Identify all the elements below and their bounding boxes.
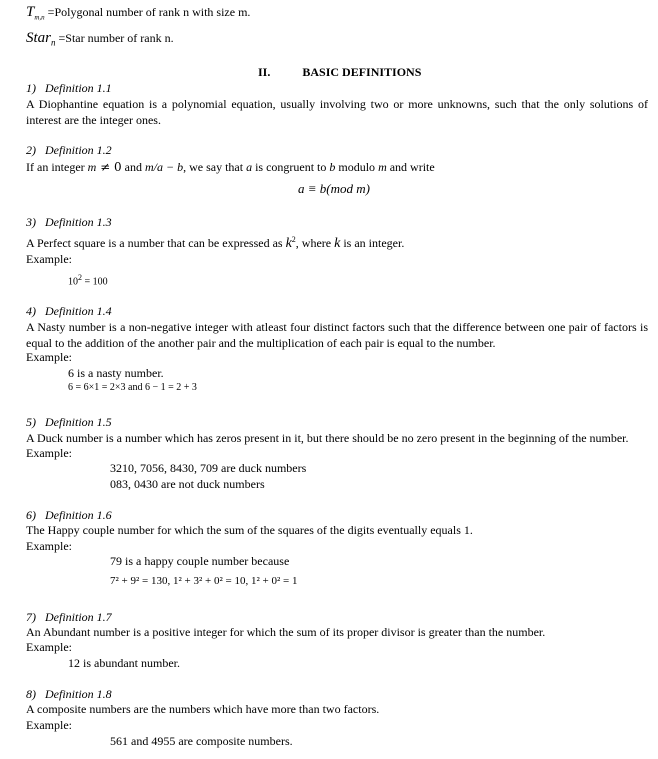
definition-text: A Nasty number is a non-negative integer with atleast four distinct factors such that the difference between one pair of factors is equal to the addition of the another pair and the multiplication of each pair is equal to the number. — [26, 320, 648, 350]
definition-label — [26, 81, 112, 96]
t-description: Polygonal number of rank n with size m. — [54, 5, 251, 19]
definition-number: 4) — [26, 304, 36, 318]
example-label: Example: — [26, 446, 72, 460]
text-fragment: , we say that — [183, 160, 247, 174]
definition-title: Definition 1.7 — [45, 610, 112, 624]
definition-title: Definition 1.4 — [45, 304, 112, 318]
math-expression: m/a − b — [144, 160, 184, 174]
section-title: BASIC DEFINITIONS — [302, 65, 422, 79]
definition-title: Definition 1.3 — [45, 215, 112, 229]
math-expression: = 100 — [82, 276, 108, 288]
math-variable: a — [246, 160, 253, 174]
definition-number: 8) — [26, 687, 36, 701]
text-fragment: , where — [295, 236, 335, 250]
t-equals: = — [47, 5, 55, 19]
definition-label — [26, 415, 112, 430]
definition-text: An Abundant number is a positive integer for which the sum of its proper divisor is greater than the number. — [26, 625, 546, 639]
notation-polygonal — [26, 4, 250, 21]
definition-label — [26, 508, 112, 523]
math-variable: m — [87, 160, 97, 174]
t-symbol: T — [26, 4, 35, 20]
math-exponent: 2 — [291, 235, 296, 244]
example-line: 6 is a nasty number. — [68, 366, 164, 380]
text-fragment: A Perfect square is a number that can be expressed as — [26, 236, 286, 250]
definition-title: Definition 1.8 — [45, 687, 112, 701]
star-description: Star number of rank n. — [65, 31, 174, 45]
definition-title: Definition 1.6 — [45, 508, 112, 522]
example-line: 3210, 7056, 8430, 709 are duck numbers — [110, 461, 307, 475]
definition-label — [26, 215, 112, 230]
text-fragment: and write — [386, 160, 435, 174]
example-formula: 6 = 6×1 = 2×3 and 6 − 1 = 2 + 3 — [68, 382, 197, 393]
section-number: II. — [258, 65, 271, 79]
math-variable: k — [334, 236, 341, 251]
example-line: 561 and 4955 are composite numbers. — [110, 734, 293, 748]
text-fragment: If an integer — [26, 160, 85, 174]
math-exponent: 2 — [78, 273, 82, 282]
definition-number: 5) — [26, 415, 36, 429]
section-heading — [258, 65, 421, 80]
example-label: Example: — [26, 350, 72, 364]
text-fragment: is an integer. — [340, 236, 405, 250]
notation-star — [26, 30, 174, 47]
definition-title: Definition 1.2 — [45, 143, 112, 157]
definition-text — [26, 160, 435, 175]
star-subscript: n — [51, 37, 56, 48]
example-line: 79 is a happy couple number because — [110, 554, 290, 568]
math-variable: k — [285, 236, 292, 251]
math-variable: m — [378, 160, 387, 174]
math-variable: b — [329, 160, 336, 174]
example-line: 083, 0430 are not duck numbers — [110, 477, 265, 491]
example-label: Example: — [26, 539, 72, 553]
definition-number: 3) — [26, 215, 36, 229]
definition-label — [26, 687, 112, 702]
definition-text: A Duck number is a number which has zeros present in it, but there should be no zero present in the beginning of the number. — [26, 431, 629, 445]
definition-number: 6) — [26, 508, 36, 522]
definition-title: Definition 1.1 — [45, 81, 112, 95]
example-label: Example: — [26, 252, 72, 266]
definition-text: A Diophantine equation is a polynomial equation, usually involving two or more unknowns, such that the only solutions of interest are the integer ones. — [26, 97, 648, 127]
example-formula: 7² + 9² = 130, 1² + 3² + 0² = 10, 1² + 0² = 1 — [110, 575, 298, 587]
text-fragment: and — [121, 160, 145, 174]
math-base: 10 — [68, 276, 78, 288]
text-fragment: modulo — [335, 160, 379, 174]
example-label: Example: — [26, 718, 72, 732]
text-fragment: is congruent to — [252, 160, 330, 174]
example-label: Example: — [26, 640, 72, 654]
definition-text: The Happy couple number for which the sum of the squares of the digits eventually equals 1. — [26, 523, 473, 537]
definition-title: Definition 1.5 — [45, 415, 112, 429]
congruence-formula: a ≡ b(mod m) — [298, 181, 370, 196]
definition-label — [26, 304, 112, 319]
definition-text: A composite numbers are the numbers which have more than two factors. — [26, 702, 380, 716]
t-subscript: m,n — [34, 13, 45, 22]
definition-number: 1) — [26, 81, 36, 95]
example-line: 12 is abundant number. — [68, 656, 180, 670]
example-formula — [68, 273, 108, 287]
definition-number: 2) — [26, 143, 36, 157]
star-symbol: Star — [26, 30, 52, 46]
definition-label — [26, 610, 112, 625]
definition-number: 7) — [26, 610, 36, 624]
star-equals: = — [58, 31, 66, 45]
definition-text — [26, 235, 404, 252]
definition-label — [26, 143, 112, 158]
math-expression: ≠ 0 — [96, 160, 122, 174]
